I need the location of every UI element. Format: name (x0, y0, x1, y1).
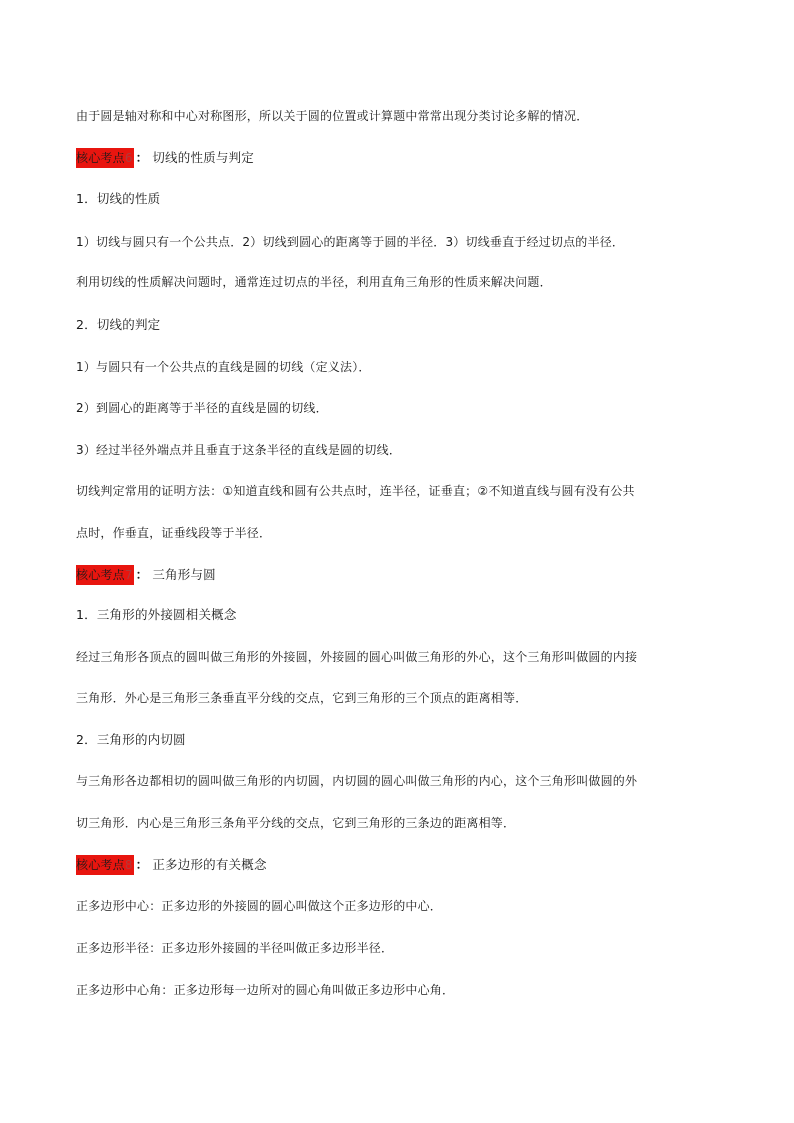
section-title: 切线的性质与判定 (152, 150, 254, 165)
core-point-tag-number: 8 (124, 858, 133, 872)
core-point-tag-label: 核心考点 (76, 568, 125, 582)
subsection-title: 2．切线的判定 (76, 317, 161, 332)
subsection-title: 1．切线的性质 (76, 191, 161, 206)
core-point-tag (76, 855, 134, 875)
heading-colon: ： (135, 857, 149, 872)
body-line: 2）到圆心的距离等于半径的直线是圆的切线． (76, 401, 328, 415)
body-line: 3）经过半径外端点并且垂直于这条半径的直线是圆的切线． (76, 443, 402, 457)
subsection-title: 1．三角形的外接圆相关概念 (76, 607, 237, 622)
section-title: 三角形与圆 (152, 567, 216, 582)
heading-colon: ： (135, 150, 149, 165)
body-line: 三角形．外心是三角形三条垂直平分线的交点，它到三角形的三个顶点的距离相等． (76, 691, 528, 705)
body-line: 与三角形各边都相切的圆叫做三角形的内切圆，内切圆的圆心叫做三角形的内心，这个三角形叫做圆的外 (76, 774, 638, 788)
section-heading-8 (76, 855, 726, 875)
definition-line: 正多边形半径：正多边形外接圆的半径叫做正多边形半径． (76, 941, 394, 955)
section-heading-6 (76, 148, 726, 168)
core-point-tag (76, 565, 134, 585)
section-heading-7 (76, 565, 726, 585)
core-point-tag-number: 6 (124, 151, 133, 165)
body-line: 切线判定常用的证明方法：①知道直线和圆有公共点时，连半径，证垂直；②不知道直线与圆有没有公共 (76, 484, 635, 498)
body-line: 利用切线的性质解决问题时，通常连过切点的半径，利用直角三角形的性质来解决问题． (76, 275, 552, 289)
subsection-title: 2．三角形的内切圆 (76, 732, 186, 747)
section-title: 正多边形的有关概念 (152, 857, 267, 872)
heading-colon: ： (135, 567, 149, 582)
core-point-tag (76, 148, 134, 168)
body-line: 1）与圆只有一个公共点的直线是圆的切线（定义法）． (76, 360, 371, 374)
definition-line: 正多边形中心角：正多边形每一边所对的圆心角叫做正多边形中心角． (76, 983, 455, 997)
core-point-tag-label: 核心考点 (76, 858, 125, 872)
body-line: 切三角形．内心是三角形三条角平分线的交点，它到三角形的三条边的距离相等． (76, 816, 516, 830)
core-point-tag-number: 7 (124, 568, 133, 582)
intro-paragraph: 由于圆是轴对称和中心对称图形，所以关于圆的位置或计算题中常常出现分类讨论多解的情况． (76, 109, 589, 123)
definition-line: 正多边形中心：正多边形的外接圆的圆心叫做这个正多边形的中心． (76, 899, 443, 913)
body-line: 点时，作垂直，证垂线段等于半径． (76, 526, 272, 540)
body-line: 经过三角形各顶点的圆叫做三角形的外接圆，外接圆的圆心叫做三角形的外心，这个三角形叫做圆的内接 (76, 650, 638, 664)
body-line: 1）切线与圆只有一个公共点．2）切线到圆心的距离等于圆的半径．3）切线垂直于经过切点的半径． (76, 235, 625, 249)
core-point-tag-label: 核心考点 (76, 151, 125, 165)
